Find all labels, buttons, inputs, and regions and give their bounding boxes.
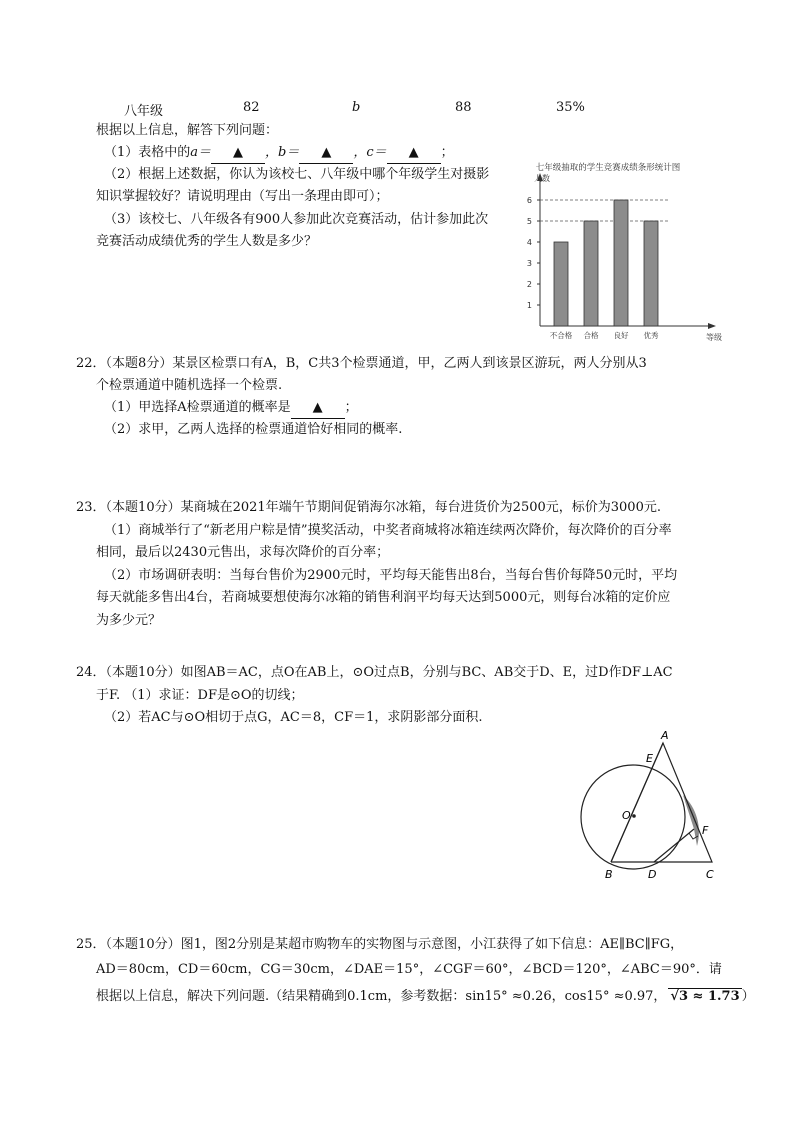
sqrt-note: √3 ≈ 1.73 [670, 989, 740, 1004]
q23-part1-line2: 相同，最后以2430元售出，求每次降价的百分率； [96, 545, 390, 560]
y-tick-label: 6 [526, 196, 532, 205]
y-tick-label: 4 [526, 238, 532, 247]
bar-chart [508, 158, 726, 346]
label-o: O [622, 809, 631, 822]
bar [554, 242, 568, 326]
y-axis-label: 人数 [534, 174, 550, 183]
q23-part1-line1: （1）商城举行了“新老用户粽是情”摸奖活动，中奖者商城将冰箱连续两次降价，每次降价的百分率 [104, 523, 672, 538]
geometry-figure [575, 725, 725, 883]
q22-part2: （2）求甲，乙两人选择的检票通道恰好相同的概率. [104, 422, 403, 437]
q21-intro: 根据以上信息，解答下列问题： [96, 123, 279, 138]
answer-blank-a: ▲ [211, 143, 265, 164]
x-tick-label: 良好 [613, 331, 629, 340]
y-tick-label: 3 [526, 259, 532, 268]
table-cell-grade: 八年级 [124, 104, 164, 119]
q23-part2-line2: 每天就能多售出4台，若商城要想使海尔冰箱的销售利润平均每天达到5000元，则每台冰箱的定价应 [96, 590, 671, 605]
label-b: B [605, 868, 613, 881]
q22-line2: 个检票通道中随机选择一个检票. [96, 378, 283, 393]
point-o [632, 814, 636, 818]
y-tick-label: 1 [526, 301, 532, 310]
chart-title: 七年级抽取的学生竞赛成绩条形统计图 [535, 163, 681, 173]
answer-blank-b: ▲ [299, 143, 353, 164]
y-tick-label: 2 [526, 280, 532, 289]
q25-line1: 25．（本题10分）图1，图2分别是某超市购物车的实物图与示意图，小江获得了如下信息：AE∥BC∥FG， [76, 937, 684, 952]
q21-part3-line1: （3）该校七、八年级各有900人参加此次竞赛活动，估计参加此次 [104, 212, 489, 227]
q21-part3-line2: 竞赛活动成绩优秀的学生人数是多少？ [96, 234, 318, 249]
q23-part2-line3: 为多少元？ [96, 613, 162, 628]
q24-line1: 24．（本题10分）如图AB＝AC，点O在AB上，⊙O过点B，分别与BC、AB交于D、E，过D作DF⊥AC [76, 665, 673, 680]
bar [584, 221, 598, 326]
table-cell-mode: 88 [455, 100, 472, 115]
label-e: E [646, 752, 653, 765]
y-tick-label: 5 [526, 217, 532, 226]
q22-line1: 22．（本题8分）某景区检票口有A，B，C共3个检票通道，甲，乙两人到该景区游玩，两人分别从3 [76, 356, 647, 371]
q21-part2-line2: 知识掌握较好？请说明理由（写出一条理由即可）； [96, 189, 389, 204]
segment-df [654, 829, 694, 862]
x-axis-label: 等级 [706, 333, 722, 342]
bar [644, 221, 658, 326]
q22-part1: （1）甲选择A检票通道的概率是 ▲ ； [104, 398, 358, 419]
label-d: D [648, 868, 657, 881]
x-tick-label: 优秀 [643, 331, 659, 340]
q21-part2-line1: （2）根据上述数据，你认为该校七、八年级中哪个年级学生对摄影 [104, 167, 490, 182]
q23-part2-line1: （2）市场调研表明：当每台售价为2900元时，平均每天能售出8台，当每台售价每降50元时，平均 [104, 568, 678, 583]
answer-blank-q22: ▲ [291, 398, 345, 419]
label-c: C [706, 868, 714, 881]
segment-ab [611, 743, 663, 862]
answer-blank-c: ▲ [387, 143, 441, 164]
q25-line3: 根据以上信息，解决下列问题.（结果精确到0.1cm，参考数据：sin15° ≈0.26，cos15° ≈0.97， √3 ≈ 1.73 ） [96, 989, 755, 1004]
table-cell-rate: 35% [556, 100, 585, 115]
bar [614, 200, 628, 326]
q24-line3: （2）若AC与⊙O相切于点G，AC＝8，CF＝1，求阴影部分面积. [104, 710, 483, 725]
q23-line1: 23．（本题10分）某商城在2021年端午节期间促销海尔冰箱，每台进货价为2500元，标价为3000元. [76, 500, 661, 515]
table-cell-median: b [352, 100, 361, 115]
q25-line2: AD＝80cm，CD＝60cm，CG＝30cm，∠DAE＝15°，∠CGF＝60°，∠BCD＝120°，∠ABC＝90°．请 [96, 962, 722, 977]
table-row [124, 100, 163, 119]
q21-part1: （1）表格中的a＝ ▲ ，b＝ ▲ ，c＝ ▲ ； [104, 143, 454, 164]
label-a: A [661, 729, 669, 742]
x-tick-label: 不合格 [549, 331, 573, 340]
x-tick-label: 合格 [583, 331, 599, 340]
x-axis-arrow [708, 323, 716, 329]
label-f: F [702, 824, 709, 837]
q24-line2: 于F. （1）求证：DF是⊙O的切线； [96, 688, 304, 703]
table-cell-mean: 82 [243, 100, 260, 115]
